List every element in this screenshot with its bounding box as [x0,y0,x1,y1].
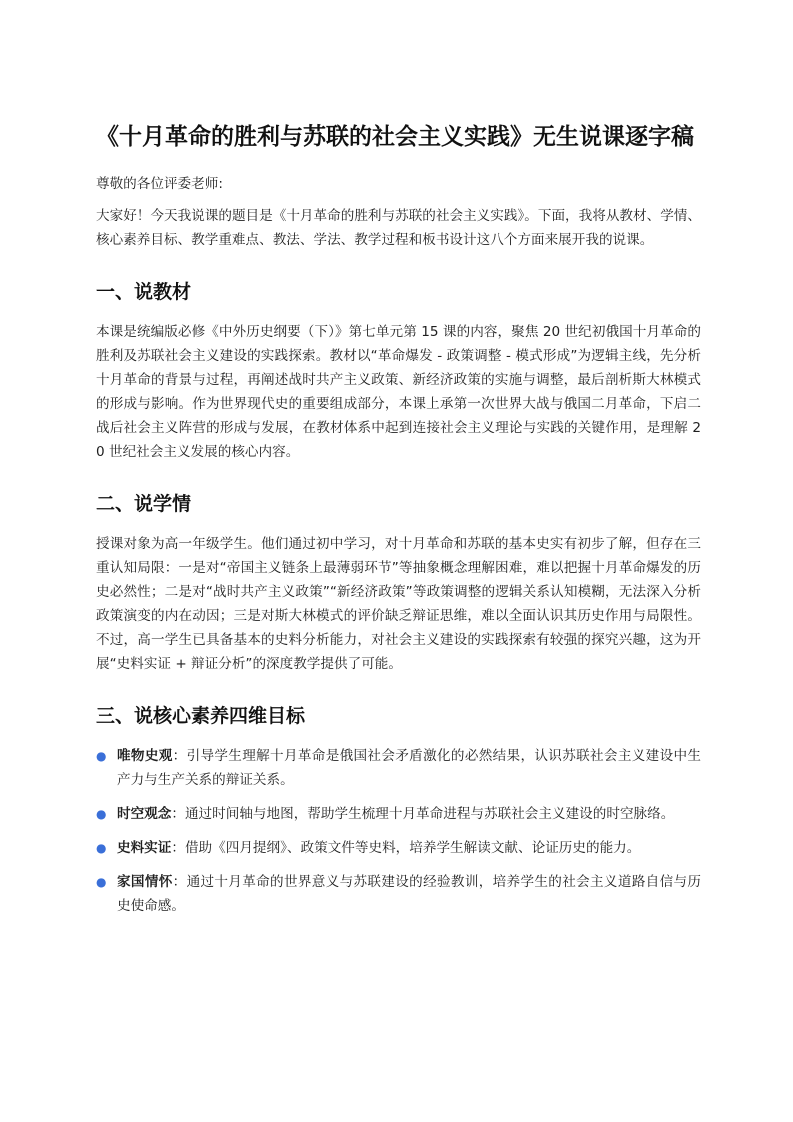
document-page [96,118,701,928]
section-heading-students: 二、说学情 [96,493,192,515]
goals-list [96,744,701,918]
goal-text: ：借助《四月提纲》、政策文件等史料，培养学生解读文献、论证历史的能力。 [171,840,641,856]
salutation: 尊敬的各位评委老师: [96,176,223,192]
goal-text: ：通过时间轴与地图，帮助学生梳理十月革命进程与苏联社会主义建设的时空脉络。 [171,806,675,822]
textbook-paragraph: 本课是统编版必修《中外历史纲要（下）》第七单元第 15 课的内容，聚焦 20 世纪初俄国十月革命的胜利及苏联社会主义建设的实践探索。教材以“革命爆发 - 政策调整 - 模式形成”为逻辑主线，先分析十月革命的背景与过程，再阐述战时共产主义政策、新经济政策的实施与调整，最后剖析斯大林模式的形成与影响。作为世界现代史的重要组成部分，本课上承第一次世界大战与俄国二月革命，下启二战后社会主义阵营的形成与发展，在教材体系中起到连接社会主义理论与实践的关键作用，是理解 20 世纪社会主义发展的核心内容。 [96,324,701,460]
section-heading-goals: 三、说核心素养四维目标 [96,705,306,727]
document-title: 《十月革命的胜利与苏联的社会主义实践》无生说课逐字稿 [96,124,694,150]
goal-item-patriotism [96,870,701,918]
goal-text: ：通过十月革命的世界意义与苏联建设的经验教训，培养学生的社会主义道路自信与历史使命感。 [117,874,702,914]
goal-text: ：引导学生理解十月革命是俄国社会矛盾激化的必然结果，认识苏联社会主义建设中生产力与生产关系的辩证关系。 [117,748,702,788]
bullet-icon: ● [96,749,107,763]
section-heading-textbook: 一、说教材 [96,281,192,303]
bullet-icon: ● [96,875,107,889]
goal-term: 史料实证 [117,840,172,856]
students-paragraph: 授课对象为高一年级学生。他们通过初中学习，对十月革命和苏联的基本史实有初步了解，但存在三重认知局限：一是对“帝国主义链条上最薄弱环节”等抽象概念理解困难，难以把握十月革命爆发的历史必然性；二是对“战时共产主义政策”“新经济政策”等政策调整的逻辑关系认知模糊，无法深入分析政策演变的内在动因；三是对斯大林模式的评价缺乏辩证思维，难以全面认识其历史作用与局限性。不过，高一学生已具备基本的史料分析能力，对社会主义建设的实践探索有较强的探究兴趣，这为开展“史料实证 + 辩证分析”的深度教学提供了可能。 [96,536,701,672]
goal-item-materialism [96,744,701,792]
goal-term: 时空观念 [117,806,172,822]
goal-item-evidence [96,836,701,860]
bullet-icon: ● [96,807,107,821]
goal-item-spacetime [96,802,701,826]
goal-term: 家国情怀 [117,874,173,890]
bullet-icon: ● [96,841,107,855]
goal-term: 唯物史观 [117,748,173,764]
intro-paragraph: 大家好！今天我说课的题目是《十月革命的胜利与苏联的社会主义实践》。下面，我将从教材、学情、核心素养目标、教学重难点、教法、学法、教学过程和板书设计这八个方面来展开我的说课。 [96,208,701,248]
